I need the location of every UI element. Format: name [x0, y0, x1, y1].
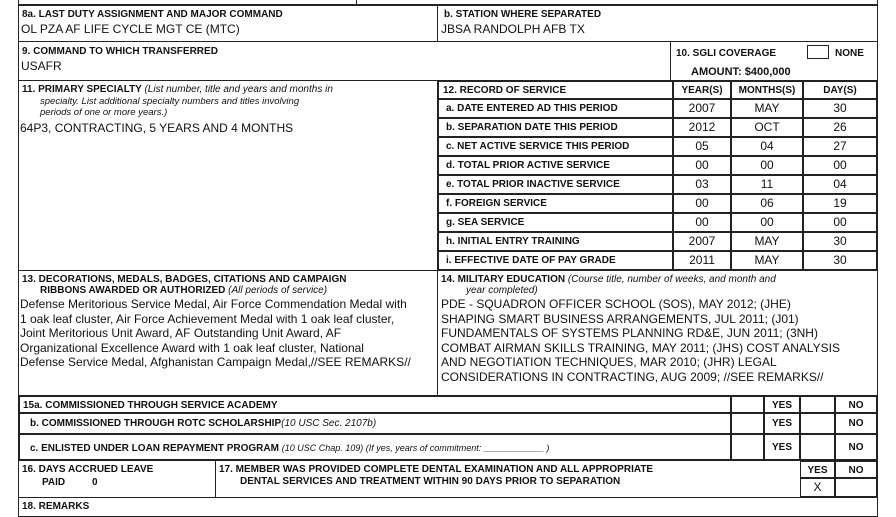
education-line: PDE - SQUADRON OFFICER SCHOOL (SOS), MAY 2012; (JHE) [441, 297, 791, 311]
service-row-label: a. DATE ENTERED AD THIS PERIOD [438, 99, 673, 118]
item-18-label: 18. REMARKS [22, 501, 90, 512]
item-13-box [18, 270, 438, 396]
item-9-box [18, 41, 671, 81]
item-11-note-3-wrap [40, 107, 167, 119]
service-row-label: g. SEA SERVICE [438, 213, 673, 232]
service-row-year: 00 [673, 194, 731, 213]
service-row-year: 2007 [673, 232, 731, 251]
station-separated-value: JBSA RANDOLPH AFB TX [441, 22, 585, 36]
command-transferred-value: USAFR [21, 59, 62, 73]
decorations-line: Defense Service Medal, Afghanistan Campaign Medal,//SEE REMARKS// [20, 355, 411, 370]
item-18-box [18, 497, 878, 517]
item-15c-yes-label: YES [764, 434, 800, 460]
item-15a-label: 15a. COMMISSIONED THROUGH SERVICE ACADEMY [19, 396, 731, 413]
item-8a-box [18, 5, 438, 42]
item-15b-yes-label: YES [764, 413, 800, 434]
service-row-month: MAY [731, 251, 803, 270]
item-11-note-2: specialty. List additional specialty numbers and titles involving [40, 96, 300, 107]
item-15b-row [19, 413, 731, 434]
service-row-day: 26 [803, 118, 877, 137]
service-row-month: 00 [731, 213, 803, 232]
service-row-label: c. NET ACTIVE SERVICE THIS PERIOD [438, 137, 673, 156]
service-row-day: 30 [803, 232, 877, 251]
paid-label: PAID [42, 477, 66, 488]
service-row-label: f. FOREIGN SERVICE [438, 194, 673, 213]
service-row-day: 04 [803, 175, 877, 194]
item-13-label-2: RIBBONS AWARDED OR AUTHORIZED [40, 285, 226, 296]
item-15c-yes-box [731, 434, 764, 460]
item-14-note-1: (Course title, number of weeks, and month and [567, 274, 776, 285]
service-row-day: 00 [803, 156, 877, 175]
service-row-month: MAY [731, 99, 803, 118]
col-header-days: DAY(S) [803, 81, 877, 99]
item-8b-label: b. STATION WHERE SEPARATED [444, 9, 602, 20]
col-header-months: MONTHS(S) [731, 81, 803, 99]
item-11-note-1: (List number, title and years and months in [144, 84, 333, 95]
item-15a-no-box [800, 396, 835, 413]
service-row-year: 2012 [673, 118, 731, 137]
item-15c-label: c. ENLISTED UNDER LOAN REPAYMENT PROGRAM [30, 443, 279, 454]
sgli-amount: AMOUNT: $400,000 [691, 66, 791, 78]
decorations-line: 1 oak leaf cluster, Air Force Achievement Medal with 1 oak leaf cluster, [20, 311, 395, 326]
service-row-label: i. EFFECTIVE DATE OF PAY GRADE [438, 251, 673, 270]
primary-specialty-value: 64P3, CONTRACTING, 5 YEARS AND 4 MONTHS [20, 121, 294, 135]
paid-value: 0 [92, 477, 98, 488]
service-row-month: 00 [731, 156, 803, 175]
dental-yes-mark: X [800, 478, 835, 497]
education-line: FUNDAMENTALS OF SYSTEMS PLANNING RD&E, JUN 2011; (3NH) [441, 326, 818, 341]
dental-no-box [835, 478, 877, 497]
service-row-year: 2007 [673, 99, 731, 118]
last-duty-assignment-value: OL PZA AF LIFE CYCLE MGT CE (MTC) [21, 22, 240, 36]
service-row-day: 19 [803, 194, 877, 213]
item-15a-no-label: NO [835, 396, 877, 413]
service-row-day: 30 [803, 99, 877, 118]
military-education-text [441, 297, 840, 385]
item-15c-no-label: NO [835, 434, 877, 460]
service-row-month: 04 [731, 137, 803, 156]
item-16-box [18, 460, 216, 498]
dental-yes-label: YES [800, 461, 835, 478]
service-row-year: 00 [673, 213, 731, 232]
item-15a-yes-label: YES [764, 396, 800, 413]
education-line: COMBAT AIRMAN SKILLS TRAINING, MAY 2011; (JHS) COST ANALYSIS [441, 340, 841, 355]
item-13-note: (All periods of service) [228, 285, 328, 296]
item-14-label: 14. MILITARY EDUCATION [441, 274, 566, 285]
item-15c-note: (10 USC Chap. 109) (If yes, years of commitment: ____________ ) [281, 443, 550, 453]
dental-no-label: NO [835, 461, 877, 478]
service-row-year: 03 [673, 175, 731, 194]
item-8b-box [437, 5, 878, 42]
service-row-month: 06 [731, 194, 803, 213]
item-17-label-1: 17. MEMBER WAS PROVIDED COMPLETE DENTAL EXAMINATION AND ALL APPROPRIATE [219, 464, 654, 475]
item-15a-yes-box [731, 396, 764, 413]
item-15c-row [19, 434, 731, 460]
item-10-box [670, 41, 878, 81]
item-16-label: 16. DAYS ACCRUED LEAVE [22, 464, 154, 475]
sgli-none-label: NONE [835, 48, 864, 59]
service-row-year: 05 [673, 137, 731, 156]
service-row-day: 30 [803, 251, 877, 270]
education-line: SHAPING SMART BUSINESS ARRANGEMENTS, JUL 2011; (J01) [441, 311, 799, 326]
item-14-note-2-wrap [466, 285, 538, 297]
service-row-label: e. TOTAL PRIOR INACTIVE SERVICE [438, 175, 673, 194]
item-13-label-row-2 [40, 285, 327, 297]
item-15c-no-box [800, 434, 835, 460]
decorations-line: Defense Meritorious Service Medal, Air Force Commendation Medal with [20, 297, 407, 311]
sgli-none-checkbox [807, 45, 829, 59]
item-10-label: 10. SGLI COVERAGE [676, 48, 777, 59]
service-row-month: MAY [731, 232, 803, 251]
item-11-label: 11. PRIMARY SPECIALTY [22, 84, 142, 95]
item-15b-note: (10 USC Sec. 2107b) [281, 418, 377, 429]
item-11-label-row [22, 84, 333, 96]
service-row-day: 27 [803, 137, 877, 156]
item-11-box [18, 80, 438, 271]
col-header-years: YEAR(S) [673, 81, 731, 99]
education-line: AND NEGOTIATION TECHNIQUES, MAR 2010; (JHR) LEGAL [441, 355, 777, 370]
service-row-month: OCT [731, 118, 803, 137]
service-row-year: 00 [673, 156, 731, 175]
item-15b-no-label: NO [835, 413, 877, 434]
item-15b-label: b. COMMISSIONED THROUGH ROTC SCHOLARSHIP [30, 418, 282, 429]
service-row-day: 00 [803, 213, 877, 232]
decorations-line: Joint Meritorious Unit Award, AF Outstanding Unit Award, AF [20, 326, 342, 341]
item-9-label: 9. COMMAND TO WHICH TRANSFERRED [22, 46, 218, 57]
item-13-label-1: 13. DECORATIONS, MEDALS, BADGES, CITATIONS AND CAMPAIGN [22, 274, 347, 285]
item-11-note-3: periods of one or more years.) [40, 107, 168, 118]
item-17-box [215, 460, 878, 498]
decorations-line: Organizational Excellence Award with 1 oak leaf cluster, National [20, 340, 364, 355]
item-15b-no-box [800, 413, 835, 434]
service-row-year: 2011 [673, 251, 731, 270]
service-row-label: h. INITIAL ENTRY TRAINING [438, 232, 673, 251]
education-line: CONSIDERATIONS IN CONTRACTING, AUG 2009; //SEE REMARKS// [441, 369, 824, 384]
item-12-label: 12. RECORD OF SERVICE [438, 81, 673, 99]
service-row-label: d. TOTAL PRIOR ACTIVE SERVICE [438, 156, 673, 175]
item-15b-yes-box [731, 413, 764, 434]
service-row-month: 11 [731, 175, 803, 194]
service-row-label: b. SEPARATION DATE THIS PERIOD [438, 118, 673, 137]
item-14-note-2: year completed) [466, 285, 538, 296]
item-8a-label: 8a. LAST DUTY ASSIGNMENT AND MAJOR COMMAND [22, 9, 283, 20]
item-17-label-2: DENTAL SERVICES AND TREATMENT WITHIN 90 DAYS PRIOR TO SEPARATION [240, 476, 621, 487]
item-14-box [437, 270, 878, 396]
decorations-text [20, 297, 411, 370]
